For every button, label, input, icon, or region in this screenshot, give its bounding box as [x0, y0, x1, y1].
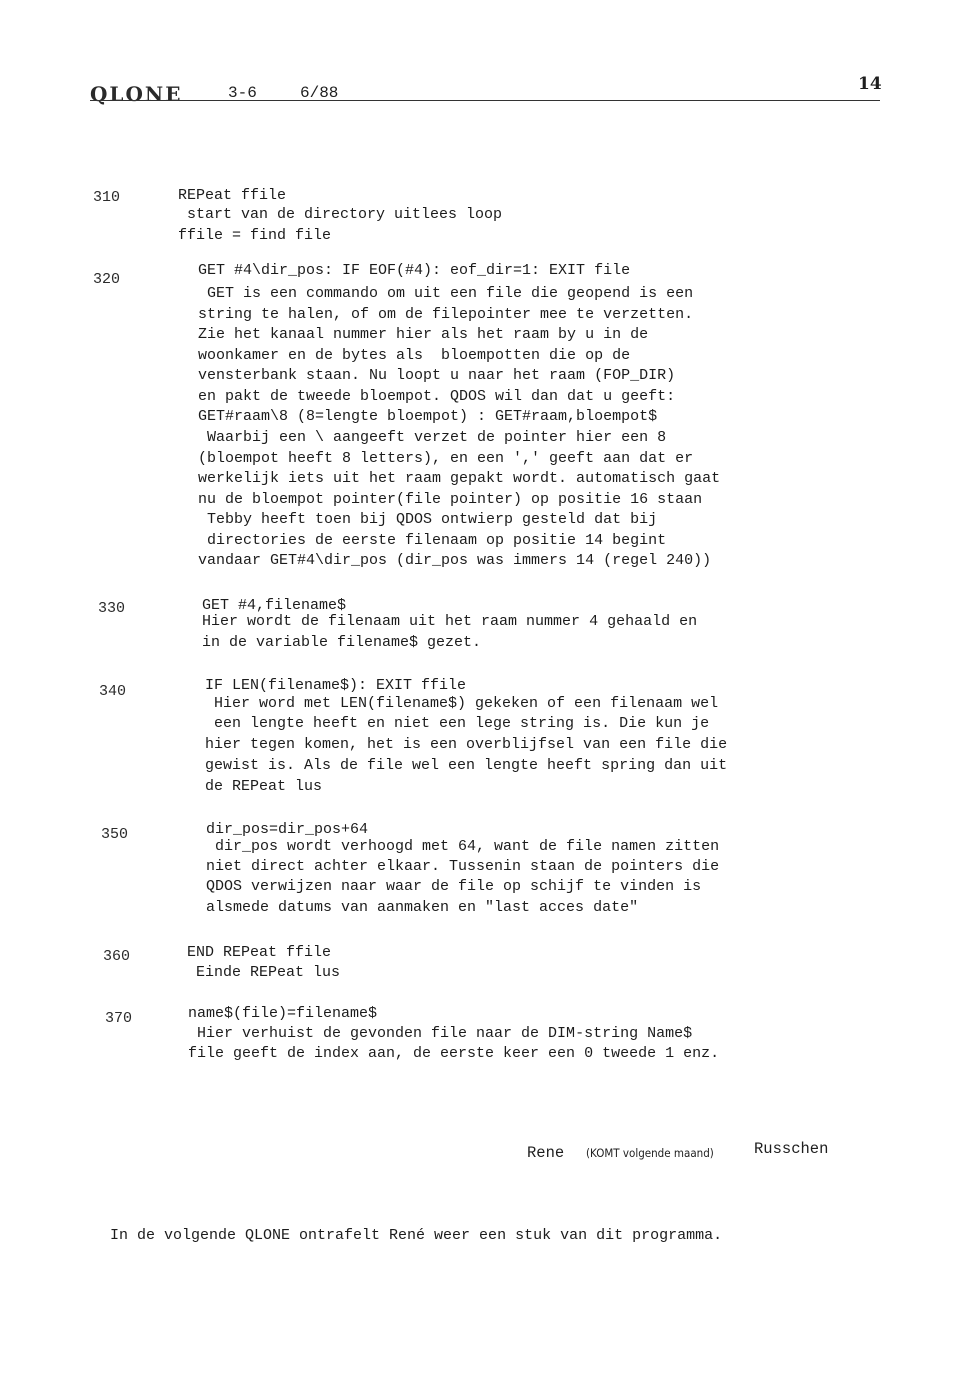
author-first-name: Rene	[527, 1144, 565, 1162]
issue-number: 3-6	[228, 84, 257, 102]
explanation-line: (bloempot heeft 8 letters), en een ',' geeft aan dat er	[198, 450, 694, 467]
line-number: 310	[93, 189, 121, 206]
explanation-line: gewist is. Als de file wel een lengte heeft spring dan uit	[205, 757, 728, 774]
explanation-line: nu de bloempot pointer(file pointer) op positie 16 staan	[198, 491, 703, 508]
explanation-line: directories de eerste filenaam op positie 14 begint	[198, 532, 667, 549]
explanation-line: ffile = find file	[178, 227, 332, 244]
explanation-line: alsmede datums van aanmaken en "last acces date"	[206, 899, 639, 916]
explanation-line: Hier word met LEN(filename$) gekeken of een filenaam wel	[205, 695, 719, 712]
code-line: GET #4\dir_pos: IF EOF(#4): eof_dir=1: EXIT file	[198, 262, 631, 279]
explanation-line: vandaar GET#4\dir_pos (dir_pos was immers 14 (regel 240))	[198, 552, 712, 569]
explanation-line: QDOS verwijzen naar waar de file op schijf te vinden is	[206, 878, 702, 895]
line-number: 370	[105, 1010, 133, 1027]
code-line: name$(file)=filename$	[188, 1005, 378, 1022]
line-number: 320	[93, 271, 121, 288]
explanation-line: Hier wordt de filenaam uit het raam nummer 4 gehaald en	[202, 613, 698, 630]
explanation-line: string te halen, of om de filepointer mee te verzetten.	[198, 306, 694, 323]
explanation-line: een lengte heeft en niet een lege string is. Die kun je	[205, 715, 710, 732]
line-number: 330	[98, 600, 126, 617]
author-note: (KOMT volgende maand)	[586, 1146, 714, 1160]
code-line: IF LEN(filename$): EXIT ffile	[205, 677, 467, 694]
explanation-line: en pakt de tweede bloempot. QDOS wil dan dat u geeft:	[198, 388, 676, 405]
explanation-line: vensterbank staan. Nu loopt u naar het raam (FOP_DIR)	[198, 367, 676, 384]
explanation-line: GET#raam\8 (8=lengte bloempot) : GET#raam,bloempot$	[198, 408, 658, 425]
explanation-line: Tebby heeft toen bij QDOS ontwierp gesteld dat bij	[198, 511, 658, 528]
issue-date: 6/88	[300, 84, 339, 102]
explanation-line: woonkamer en de bytes als bloempotten die op de	[198, 347, 631, 364]
explanation-line: Waarbij een \ aangeeft verzet de pointer hier een 8	[198, 429, 667, 446]
page-number: 14	[858, 74, 882, 94]
magazine-title: QLONE	[90, 82, 183, 106]
explanation-line: niet direct achter elkaar. Tussenin staan de pointers die	[206, 858, 720, 875]
explanation-line: dir_pos wordt verhoogd met 64, want de file namen zitten	[206, 838, 720, 855]
explanation-line: file geeft de index aan, de eerste keer een 0 tweede 1 enz.	[188, 1045, 720, 1062]
explanation-line: GET is een commando om uit een file die geopend is een	[198, 285, 694, 302]
line-number: 350	[101, 826, 129, 843]
header-rule	[90, 100, 880, 101]
line-number: 360	[103, 948, 131, 965]
code-line: GET #4,filename$	[202, 597, 347, 614]
explanation-line: Zie het kanaal nummer hier als het raam by u in de	[198, 326, 649, 343]
explanation-line: start van de directory uitlees loop	[178, 206, 503, 223]
explanation-line: Einde REPeat lus	[187, 964, 341, 981]
footer-note: In de volgende QLONE ontrafelt René weer een stuk van dit programma.	[110, 1227, 723, 1244]
line-number: 340	[99, 683, 127, 700]
explanation-line: de REPeat lus	[205, 778, 323, 795]
code-line: END REPeat ffile	[187, 944, 332, 961]
explanation-line: werkelijk iets uit het raam gepakt wordt. automatisch gaat	[198, 470, 721, 487]
explanation-line: Hier verhuist de gevonden file naar de DIM-string Name$	[188, 1025, 693, 1042]
code-line: REPeat ffile	[178, 187, 287, 204]
author-last-name: Russchen	[754, 1140, 829, 1158]
explanation-line: hier tegen komen, het is een overblijfsel van een file die	[205, 736, 728, 753]
explanation-line: in de variable filename$ gezet.	[202, 634, 482, 651]
code-line: dir_pos=dir_pos+64	[206, 821, 369, 838]
